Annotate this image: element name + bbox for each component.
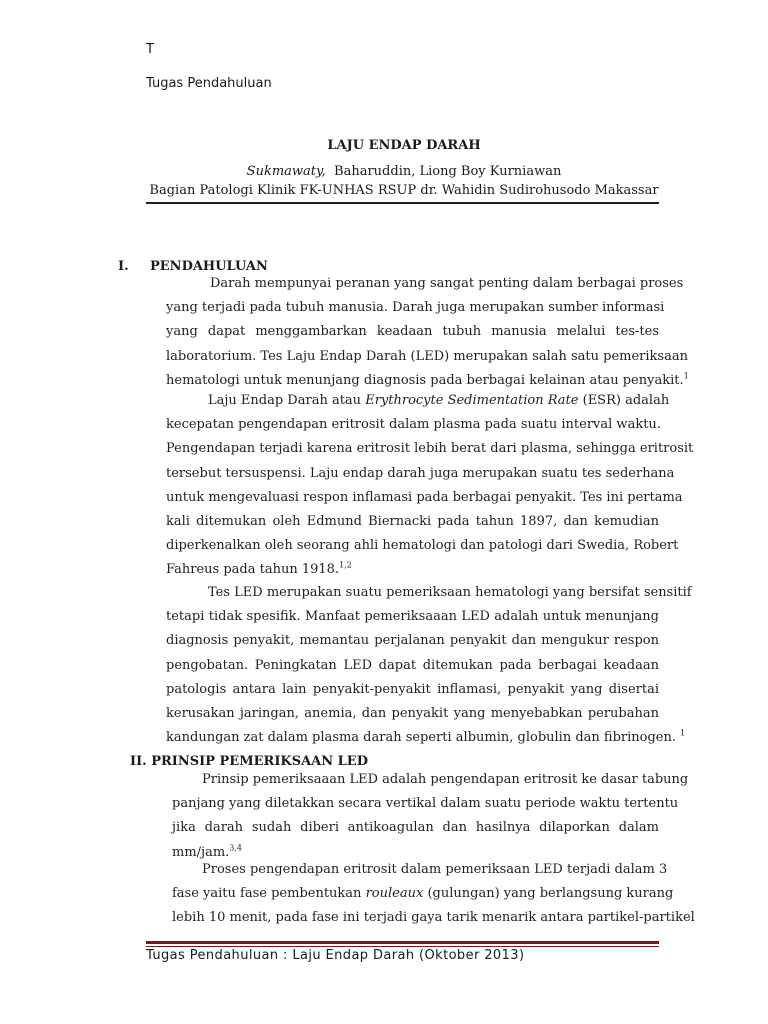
p4-text: mm/jam. <box>172 844 230 860</box>
paragraph-5 <box>172 858 695 931</box>
reference-4: 3,4 <box>229 843 243 853</box>
authors <box>0 164 768 179</box>
p4-line: Prinsip pemeriksaaan LED adalah pengendapan eritrosit ke dasar tabung <box>202 772 689 787</box>
p3-line: pengobatan. Peningkatan LED dapat ditemukan pada berbagai keadaan <box>166 657 659 673</box>
p2-text: Fahreus pada tahun 1918. <box>166 562 340 578</box>
p3-line: tetapi tidak spesifik. Manfaat pemeriksaaan LED adalah untuk menunjang <box>166 609 659 625</box>
reference-2: 1,2 <box>339 560 352 570</box>
document-title: LAJU ENDAP DARAH <box>327 138 481 153</box>
paragraph-2 <box>166 389 694 583</box>
section-1-title: PENDAHULUAN <box>150 259 268 274</box>
p2-pre: Laju Endap Darah atau <box>208 393 362 408</box>
p3-text: kandungan zat dalam plasma darah seperti albumin, globulin dan fibrinogen. <box>166 730 677 746</box>
p1-line: Darah mempunyai peranan yang sangat penting dalam berbagai proses <box>210 276 684 291</box>
p2-line: kali ditemukan oleh Edmund Biernacki pada tahun 1897, dan kemudian <box>166 513 659 529</box>
p1-line: yang dapat menggambarkan keadaan tubuh manusia melalui tes-tes <box>166 324 659 340</box>
page-footer: Tugas Pendahuluan : Laju Endap Darah (Oktober 2013) <box>146 948 525 963</box>
section-2-title: II. PRINSIP PEMERIKSAAN LED <box>130 754 368 769</box>
paragraph-3 <box>166 581 692 750</box>
p3-line-last <box>166 726 686 750</box>
p2-line: diperkenalkan oleh seorang ahli hematologi dan patologi dari Swedia, Robert <box>166 538 679 554</box>
p3-line: kerusakan jaringan, anemia, dan penyakit yang menyebabkan perubahan <box>166 705 659 721</box>
p2-line-last <box>166 558 659 582</box>
paragraph-1 <box>166 272 689 393</box>
p3-line: Tes LED merupakan suatu pemeriksaan hematologi yang bersifat sensitif <box>208 585 692 600</box>
paragraph-4 <box>172 768 689 865</box>
p5-line: lebih 10 menit, pada fase ini terjadi gaya tarik menarik antara partikel-partikel <box>172 910 695 926</box>
footer-rule-thick <box>146 941 659 944</box>
p2-line: Pengendapan terjadi karena eritrosit lebih berat dari plasma, sehingga eritrosit <box>166 441 694 457</box>
document-type: Tugas Pendahuluan <box>146 76 272 91</box>
p4-line: panjang yang diletakkan secara vertikal dalam suatu periode waktu tertentu <box>172 796 679 812</box>
reference-1: 1 <box>683 371 689 381</box>
p5-line: Proses pengendapan eritrosit dalam pemeriksaan LED terjadi dalam 3 <box>202 862 668 877</box>
p2-line-first <box>166 389 670 413</box>
p3-line: patologis antara lain penyakit-penyakit inflamasi, penyakit yang disertai <box>166 681 659 697</box>
p2-term: Erythrocyte Sedimentation Rate <box>365 393 579 408</box>
p2-line: untuk mengevaluasi respon inflamasi pada berbagai penyakit. Tes ini pertama <box>166 489 683 505</box>
p5-post: (gulungan) yang berlangsung kurang <box>427 886 674 902</box>
p5-pre: fase yaitu fase pembentukan <box>172 886 362 902</box>
footer-rule-thin <box>146 946 659 947</box>
p2-post: (ESR) adalah <box>582 393 670 408</box>
author-rest: Baharuddin, Liong Boy Kurniawan <box>334 164 562 179</box>
reference-3: 1 <box>680 728 686 738</box>
p5-term: rouleaux <box>365 886 424 902</box>
header-rule <box>146 202 659 204</box>
p3-line: diagnosis penyakit, memantau perjalanan penyakit dan mengukur respon <box>166 633 659 649</box>
header-mark: T <box>146 42 154 57</box>
p4-line: jika darah sudah diberi antikoagulan dan hasilnya dilaporkan dalam <box>172 820 659 836</box>
affiliation: Bagian Patologi Klinik FK-UNHAS RSUP dr. Wahidin Sudirohusodo Makassar <box>149 183 659 198</box>
section-1-number: I. <box>118 259 129 274</box>
p1-line: yang terjadi pada tubuh manusia. Darah juga merupakan sumber informasi <box>166 300 665 316</box>
p1-line: laboratorium. Tes Laju Endap Darah (LED) merupakan salah satu pemeriksaan <box>166 348 688 364</box>
p2-line: tersebut tersuspensi. Laju endap darah juga merupakan suatu tes sederhana <box>166 465 675 481</box>
p1-text: hematologi untuk menunjang diagnosis pada berbagai kelainan atau penyakit. <box>166 372 684 388</box>
p5-line <box>172 882 674 906</box>
p2-line: kecepatan pengendapan eritrosit dalam plasma pada suatu interval waktu. <box>166 417 661 433</box>
author-first: Sukmawaty, <box>246 164 326 179</box>
